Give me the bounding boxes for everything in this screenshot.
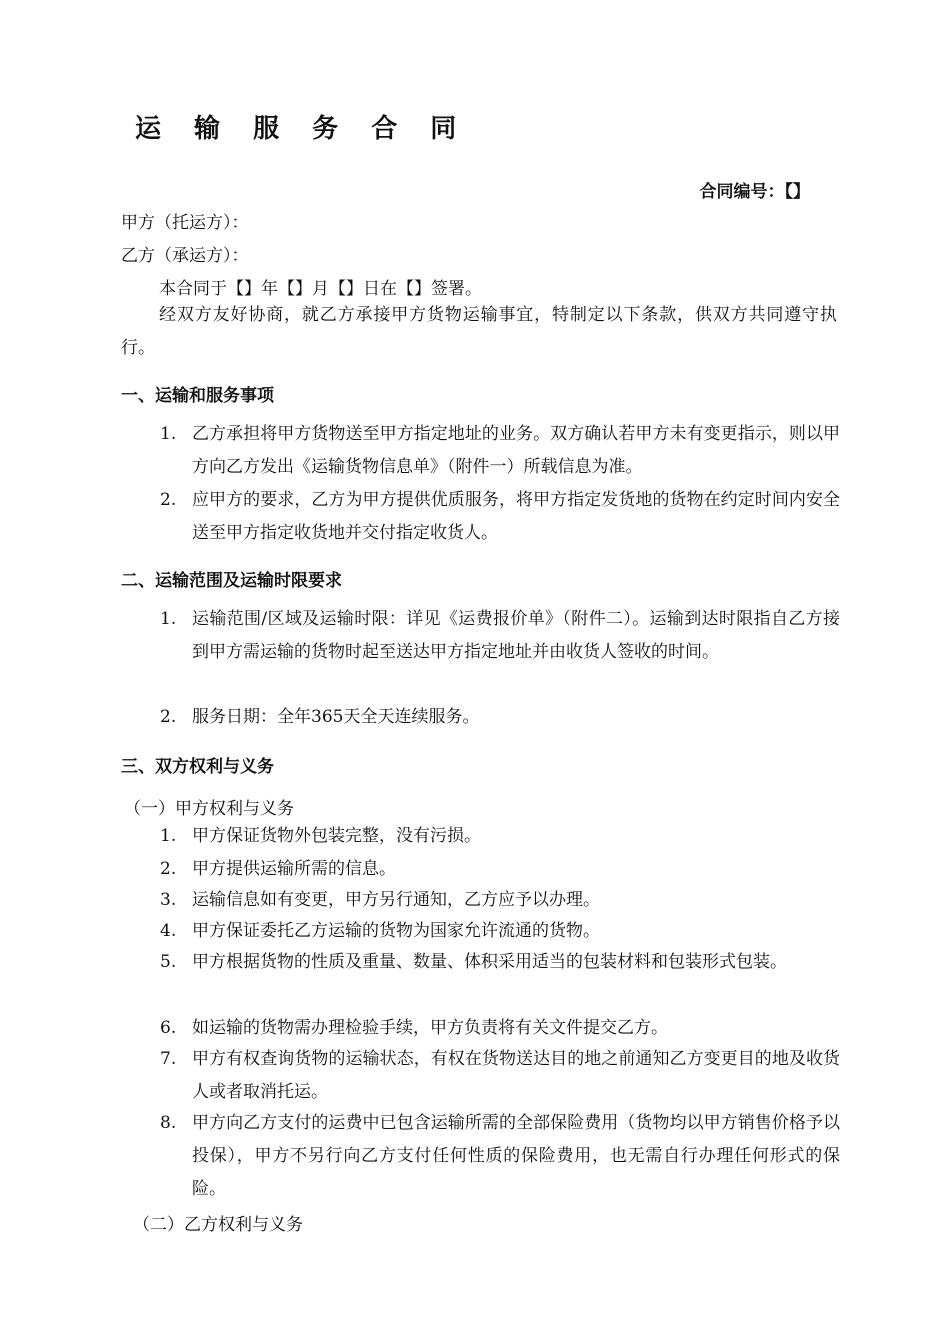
list-item [160,884,840,917]
section-heading: 二、运输范围及运输时限要求 [121,571,342,591]
item-number: 7. [160,1049,177,1069]
item-number: 6. [160,1018,177,1038]
item-text: 甲方提供运输所需的信息。 [192,859,396,879]
signing-line: 本合同于【】年【】月【】日在【】签署。 [159,279,482,299]
item-text: 甲方保证委托乙方运输的货物为国家允许流通的货物。 [192,921,600,941]
contract-title: 运 输 服 务 合 同 [135,114,469,144]
section-heading: 一、运输和服务事项 [121,386,274,406]
item-text: 乙方承担将甲方货物送至甲方指定地址的业务。双方确认若甲方未有变更指示，则以甲方向乙方发出《运输货物信息单》（附件一）所载信息为准。 [192,424,840,477]
list-item [160,915,840,948]
item-text: 如运输的货物需办理检验手续，甲方负责将有关文件提交乙方。 [192,1018,668,1038]
contract-number: 合同编号：【】 [699,182,810,202]
preamble-paragraph: 经双方友好协商，就乙方承接甲方货物运输事宜，特制定以下条款，供双方共同遵守执行。 [121,305,837,358]
section-heading: 三、双方权利与义务 [121,757,274,777]
item-number: 3. [160,890,177,910]
list-item [160,820,840,853]
item-text: 甲方根据货物的性质及重量、数量、体积采用适当的包装材料和包装形式包装。 [192,952,787,972]
item-number: 1. [160,424,177,444]
item-number: 4. [160,921,177,941]
item-number: 5. [160,952,177,972]
list-item [160,603,840,669]
list-item [160,1012,840,1045]
item-text: 运输信息如有变更，甲方另行通知，乙方应予以办理。 [192,890,600,910]
item-number: 2. [160,490,177,510]
item-text: 甲方保证货物外包装完整，没有污损。 [192,826,481,846]
list-item [160,853,840,886]
item-number: 1. [160,609,177,629]
item-text: 甲方有权查询货物的运输状态，有权在货物送达目的地之前通知乙方变更目的地及收货人或者取消托运。 [192,1049,840,1102]
subsection-heading: （一）甲方权利与义务 [124,799,294,819]
item-text: 应甲方的要求，乙方为甲方提供优质服务，将甲方指定发货地的货物在约定时间内安全送至甲方指定收货地并交付指定收货人。 [192,490,840,543]
list-item [160,418,840,484]
party-a-line: 甲方（托运方）： [121,213,249,233]
item-text: 运输范围/区域及运输时限：详见《运费报价单》（附件二）。运输到达时限指自乙方接到甲方需运输的货物时起至送达甲方指定地址并由收货人签收的时间。 [192,609,840,662]
subsection-heading: （二）乙方权利与义务 [133,1215,303,1235]
item-number: 8. [160,1113,177,1133]
list-item [160,946,840,979]
list-item [160,701,840,734]
item-number: 1. [160,826,177,846]
list-item [160,1107,840,1206]
list-item [160,1043,840,1109]
item-number: 2. [160,859,177,879]
party-b-line: 乙方（承运方）： [121,246,249,266]
list-item [160,484,840,550]
item-text: 服务日期：全年365天全天连续服务。 [192,707,480,727]
item-text: 甲方向乙方支付的运费中已包含运输所需的全部保险费用（货物均以甲方销售价格予以投保），甲方不另行向乙方支付任何性质的保险费用，也无需自行办理任何形式的保险。 [192,1113,840,1199]
item-number: 2. [160,707,177,727]
